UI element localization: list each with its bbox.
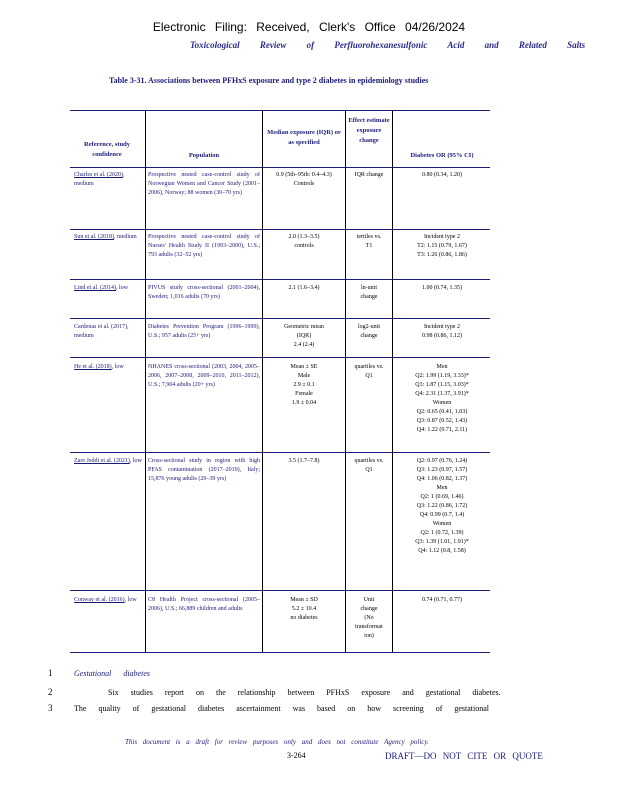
- table-row-reference: [74, 457, 144, 466]
- table-header-rule: [70, 167, 490, 168]
- column-divider: [145, 110, 146, 652]
- diabetes-line: Men: [436, 485, 448, 491]
- table-row-reference: [74, 596, 144, 605]
- document-subtitle: Toxicological Review of Perfluorohexanesulfonic Acid and Related Salts: [190, 40, 586, 50]
- table-row-population: NHANES cross-sectional (2003, 2004, 2005–2006, 2007–2008, 2009–2010, 2011–2012), U.S.; 7,904 adults (20+ yrs): [148, 364, 260, 388]
- citation-link[interactable]: Lind et al. (2014): [74, 285, 116, 291]
- table-row-exposure: [264, 457, 344, 466]
- exposure-line: 2.4 (2.4): [293, 342, 315, 348]
- table-row-effect: [346, 596, 392, 641]
- row-rule: [70, 229, 490, 230]
- row-rule: [70, 452, 490, 453]
- effect-line: log2-unit: [358, 324, 380, 330]
- table-row-effect: [346, 323, 392, 341]
- table-row-reference: [74, 233, 144, 242]
- citation-link[interactable]: Zare Jeddi et al. (2021): [74, 458, 130, 464]
- diabetes-line: T2: 1.15 (0.79, 1.67): [417, 243, 467, 249]
- table-row-diabetes: [394, 323, 490, 341]
- confidence-label: , low: [124, 597, 137, 603]
- exposure-line: 2.1 (1.6–3.4): [288, 285, 320, 291]
- table-row-reference: [74, 363, 144, 372]
- diabetes-line: Women: [432, 521, 452, 527]
- row-rule: [70, 318, 490, 319]
- table-row-effect: [346, 233, 392, 251]
- draft-label: DRAFT—DO NOT CITE OR QUOTE: [385, 751, 543, 761]
- table-row-diabetes: [394, 363, 490, 435]
- table-row-population: C8 Health Project cross-sectional (2005–2006), U.S.; 66,889 children and adults: [148, 597, 260, 612]
- confidence-label: , low: [111, 364, 124, 370]
- body-text-line: The quality of gestational diabetes ascertainment was based on how screening of gestational: [74, 704, 490, 713]
- exposure-line: 5.2 ± 10.4: [291, 606, 317, 612]
- confidence-label: , low: [116, 285, 128, 291]
- citation-link[interactable]: Sun et al. (2018): [74, 234, 114, 240]
- diabetes-line: T3: 1.26 (0.86, 1.86): [417, 252, 467, 258]
- exposure-line: Mean ± SE: [290, 364, 318, 370]
- diabetes-line: Q4: 0.99 (0.7, 1.4): [419, 512, 465, 518]
- table-row-effect: [346, 284, 392, 302]
- header-reference: Reference, study confidence: [83, 141, 131, 158]
- filing-header: Electronic Filing: Received, Clerk's Office 04/26/2024: [152, 20, 466, 34]
- table-row-effect: [346, 457, 392, 475]
- diabetes-line: Q3: 0.87 (0.52, 1.43): [416, 418, 468, 424]
- effect-line: change: [360, 606, 378, 612]
- table-row-reference: [74, 171, 144, 189]
- confidence-label: , low: [129, 458, 142, 464]
- diabetes-line: Q3: 1.87 (1.15, 3.03)*: [415, 382, 469, 388]
- exposure-line: (IQR): [296, 333, 312, 339]
- column-divider: [262, 110, 263, 652]
- table-row-exposure: [264, 596, 344, 623]
- exposure-line: 0.9 (5th–95th: 0.4–4.3): [276, 172, 332, 178]
- diabetes-line: Q3: 1.22 (0.86, 1.72): [416, 503, 468, 509]
- section-heading: Gestational diabetes: [74, 669, 150, 678]
- line-number: 3: [48, 703, 53, 713]
- body-text-line: Six studies report on the relationship between PFHxS exposure and gestational diabetes.: [108, 688, 501, 697]
- table-row-diabetes: [394, 284, 490, 293]
- table-row-reference: [74, 323, 144, 341]
- table-row-diabetes: [394, 596, 490, 605]
- column-divider: [392, 110, 393, 652]
- diabetes-line: Incident type 2: [424, 324, 460, 330]
- table-row-exposure: [264, 284, 344, 293]
- line-number: 1: [48, 668, 53, 678]
- diabetes-line: Q4: 2.31 (1.37, 3.91)*: [415, 391, 469, 397]
- diabetes-line: Q2: 1.99 (1.19, 3.33)*: [415, 373, 469, 379]
- exposure-line: no diabetes: [290, 615, 318, 621]
- citation-link[interactable]: He et al. (2018): [74, 364, 112, 370]
- effect-line: tertiles vs.: [356, 234, 382, 240]
- effect-line: change: [360, 333, 378, 339]
- exposure-line: controls: [294, 243, 314, 249]
- exposure-line: 2.9 ± 0.1: [293, 382, 315, 388]
- diabetes-line: Men: [436, 364, 448, 370]
- exposure-line: 1.9 ± 0.04: [291, 400, 317, 406]
- exposure-line: 3.5 (1.7–7.8): [288, 458, 320, 464]
- line-number: 2: [48, 687, 53, 697]
- table-row-reference: [74, 284, 144, 293]
- table-top-rule: [70, 110, 490, 111]
- diabetes-line: Q2: 1 (0.69, 1.46): [420, 494, 464, 500]
- table-row-effect: [346, 171, 392, 180]
- diabetes-line: Q2: 0.97 (0.76, 1.24): [416, 458, 468, 464]
- table-row-exposure: [264, 171, 344, 189]
- table-row-exposure: [264, 323, 344, 350]
- effect-line: T1: [365, 243, 373, 249]
- exposure-line: Controls: [293, 181, 315, 187]
- table-row-population: Diabetes Prevention Program (1996–1999), U.S.; 957 adults (25+ yrs): [148, 324, 260, 339]
- exposure-line: 2.0 (1.3–3.5): [288, 234, 320, 240]
- table-bottom-rule: [70, 652, 490, 653]
- row-rule: [70, 279, 490, 280]
- table-row-population: Cross-sectional study in region with high PFAS contamination (2017–2019), Italy; 15,876 young adults (20–39 yrs): [148, 458, 260, 482]
- confidence-label: , medium: [74, 172, 125, 187]
- diabetes-line: Q4: 1.22 (0.71, 2.11): [416, 427, 468, 433]
- citation-link[interactable]: Charles et al. (2020): [74, 172, 123, 178]
- table-row-population: Prospective nested case-control study of Norwegian Women and Cancer Study (2001–2006), Norway; 88 women (30–70 yrs): [148, 172, 260, 196]
- column-divider: [345, 110, 346, 652]
- citation-link[interactable]: Conway et al. (2016): [74, 597, 125, 603]
- page-number: 3-264: [287, 751, 306, 760]
- diabetes-line: 0.74 (0.71, 0.77): [422, 597, 462, 603]
- diabetes-line: Women: [432, 400, 452, 406]
- diabetes-line: Incident type 2: [424, 234, 460, 240]
- table-row-diabetes: [394, 233, 490, 260]
- confidence-label: , medium: [114, 234, 137, 240]
- diabetes-line: 0.98 (0.86, 1.12): [422, 333, 462, 339]
- table-caption: Table 3-31. Associations between PFHxS exposure and type 2 diabetes in epidemiology studies: [109, 76, 429, 85]
- exposure-line: Male: [297, 373, 311, 379]
- effect-line: ion): [364, 633, 374, 639]
- table-row-exposure: [264, 363, 344, 408]
- draft-disclaimer: This document is a draft for review purposes only and does not constitute Agency policy.: [125, 738, 429, 746]
- diabetes-line: 0.80 (0.34, 1.20): [422, 172, 462, 178]
- diabetes-line: Q4: 1.06 (0.82, 1.37): [416, 476, 468, 482]
- header-diabetes: Diabetes OR (95% CI): [410, 152, 474, 159]
- table-row-population: PIVUS study cross-sectional (2001–2004), Sweden; 1,016 adults (70 yrs): [148, 285, 260, 300]
- table-row-diabetes: [394, 457, 490, 556]
- diabetes-line: Q2: 0.65 (0.41, 1.03): [416, 409, 468, 415]
- table-row-diabetes: [394, 171, 490, 180]
- header-effect: Effect estimate exposure change: [348, 117, 390, 144]
- effect-line: (No: [364, 615, 374, 621]
- confidence-label: , medium: [74, 324, 129, 339]
- effect-line: quartiles vs.: [354, 458, 384, 464]
- effect-line: quartiles vs.: [354, 364, 384, 370]
- effect-line: Q1: [365, 467, 373, 473]
- effect-line: Unit: [363, 597, 375, 603]
- effect-line: change: [360, 294, 378, 300]
- header-population: Population: [188, 152, 220, 159]
- row-rule: [70, 357, 490, 358]
- diabetes-line: Q3: 1.39 (1.01, 1.91)*: [415, 539, 469, 545]
- table-row-effect: [346, 363, 392, 381]
- effect-line: IQR change: [354, 172, 384, 178]
- effect-line: transformat: [355, 624, 383, 630]
- citation-link[interactable]: Cardenas et al. (2017): [74, 324, 127, 330]
- diabetes-line: 1.00 (0.74, 1.35): [422, 285, 462, 291]
- table-row-population: Prospective nested case-control study of Nurses' Health Study II (1993–2000), U.S.; 793 adults (32–52 yrs): [148, 234, 260, 258]
- diabetes-line: Q2: 1 (0.72, 1.39): [420, 530, 464, 536]
- diabetes-line: Q3: 1.23 (0.97, 1.57): [416, 467, 468, 473]
- exposure-line: Geometric mean: [284, 324, 324, 330]
- header-exposure: Median exposure (IQR) or as specified: [267, 129, 341, 146]
- effect-line: ln-unit: [361, 285, 377, 291]
- table-row-exposure: [264, 233, 344, 251]
- exposure-line: Mean ± SD: [290, 597, 318, 603]
- diabetes-line: Q4: 1.12 (0.8, 1.58): [418, 548, 466, 554]
- effect-line: Q1: [365, 373, 373, 379]
- row-rule: [70, 590, 490, 591]
- exposure-line: Female: [295, 391, 313, 397]
